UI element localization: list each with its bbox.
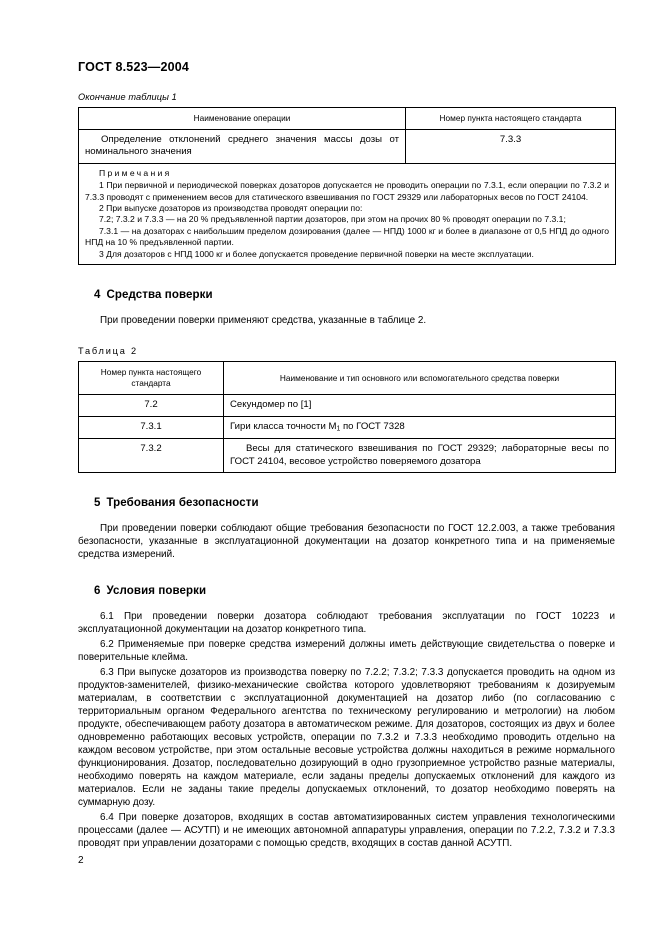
content-column [78,92,615,850]
table-row [79,439,616,473]
section-4-paragraph: При проведении поверки применяют средства, указанные в таблице 2. [100,315,427,327]
section-5-number: 5 [94,496,101,509]
table-row [79,395,616,416]
section-4-heading [94,289,615,301]
section-6-paragraph-4: 6.4 При поверке дозаторов, входящих в состав автоматизированных систем управления технологическими процессами (далее — АСУТП) и не имеющих автономной аппаратуры управления, операции по 7.2.2, 7.3.2 и 7.3.3 проводят при управлении дозаторами с помощью средств, входящих в состав данной АСУТП. [78,812,615,850]
table-row [79,416,616,438]
means-subscript: 1 [336,425,341,433]
note-item: 3 Для дозаторов с НПД 1000 кг и более допускается проведение первичной поверки на месте эксплуатации. [99,248,534,259]
note-item: 7.2; 7.3.2 и 7.3.3 — на 20 % предъявленной партии дозаторов, при этом на прочих 80 % проводят операции по 7.3.1; [99,214,566,225]
table1-header-clause: Номер пункта настоящего стандарта [406,108,616,130]
means-prefix: Гири класса точности М [230,420,337,432]
table2-cell-clause: 7.3.1 [79,416,224,438]
table2-cell-means: Весы для статического взвешивания по ГОСТ 29329; лабораторные весы по ГОСТ 24104, весовое устройство поверяемого дозатора [224,439,616,473]
table-2 [78,361,616,473]
table1-header-operation: Наименование операции [79,108,406,130]
section-4-number: 4 [94,289,101,302]
table1-cell-clause: 7.3.3 [406,130,616,164]
table1-caption: Окончание таблицы 1 [78,92,177,102]
section-5-paragraph: При проведении поверки соблюдают общие требования безопасности по ГОСТ 12.2.003, а также требования безопасности, указанные в эксплуатационной документации на дозатор конкретного типа и на применяемые средства измерений. [78,522,615,560]
note-item: 7.3.1 — на дозаторах с наибольшим пределом дозирования (далее — НПД) 1000 кг и более в диапазоне от 0,5 НПД до одного НПД на 10 % предъявленной партии. [85,225,609,248]
table2-cell-means: Секундомер по [1] [224,395,616,416]
note-item: 2 При выпуске дозаторов из производства проводят операции по: [99,202,363,213]
table2-cell-clause: 7.2 [79,395,224,416]
notes-title: Примечания [99,167,172,178]
table-row [79,130,616,164]
means-suffix: по ГОСТ 7328 [340,420,405,432]
table2-header-means: Наименование и тип основного или вспомогательного средства поверки [224,362,616,395]
section-6-paragraph-2: 6.2 Применяемые при поверке средства измерений должны иметь действующие свидетельства о поверке и поверительные клейма. [78,639,615,664]
table1-notes-row [79,163,616,264]
section-6-paragraph-1: 6.1 При проведении поверки дозатора соблюдают требования эксплуатации по ГОСТ 10223 и эксплуатационной документации на дозатор конкретного типа. [78,611,615,636]
table2-cell-clause: 7.3.2 [79,439,224,473]
section-6-number: 6 [94,585,101,598]
table1-cell-operation: Определение отклонений среднего значения массы дозы от номинального значения [79,130,406,164]
section-6-paragraph-3: 6.3 При выпуске дозаторов из производства поверку по 7.2.2; 7.3.2; 7.3.3 допускается проводить на одном из продуктов-заменителей, физико-механические свойства которого удовлетворяют требованиям к дозируемым материалам, в соответствии с эксплуатационной документацией на дозатор либо (по согласованию с территориальным органом Федерального агентства по техническому регулированию и метрологии) на любом продукте, обеспечивающем работу дозатора в автоматическом режиме. Для дозаторов, состоящих из двух и более одновременно работающих весовых устройств, операции по 7.3.2 и 7.3.3 необходимо проводить отдельно на каждом весовом устройстве, при этом остальные весовые устройства должны находиться в режиме нормального функционирования. Дозатор, последовательно дозирующий в одно грузоприемное устройство разные материалы, необходимо поверять на каждом материале, если заданы пределы допускаемых отклонений для каждого из материалов. Если не заданы такие пределы допускаемых отклонений, то дозатор необходимо поверять на суммарную дозу. [78,667,615,809]
table2-cell-means [224,416,616,438]
table2-header-row [79,362,616,395]
section-5-heading [94,497,615,509]
table2-header-clause: Номер пункта настоящего стандарта [79,362,224,395]
page-number: 2 [78,855,84,866]
table1-header-row [79,108,616,130]
section-6-heading [94,585,615,597]
note-item: 1 При первичной и периодической поверках дозаторов допускается не проводить операции по 7.3.1, если операции по 7.3.2 и 7.3.3 проводят с применением весов для статического взвешивания по ГОСТ 29329 или лабораторных весов по ГОСТ 24104. [85,180,609,202]
standard-header: ГОСТ 8.523—2004 [78,60,190,74]
table2-caption: Таблица 2 [78,346,138,357]
section-5-title: Требования безопасности [106,496,259,509]
section-4-title: Средства поверки [106,289,213,302]
table-1 [78,107,616,265]
section-6-title: Условия поверки [106,585,207,598]
table1-notes-cell [79,163,616,264]
